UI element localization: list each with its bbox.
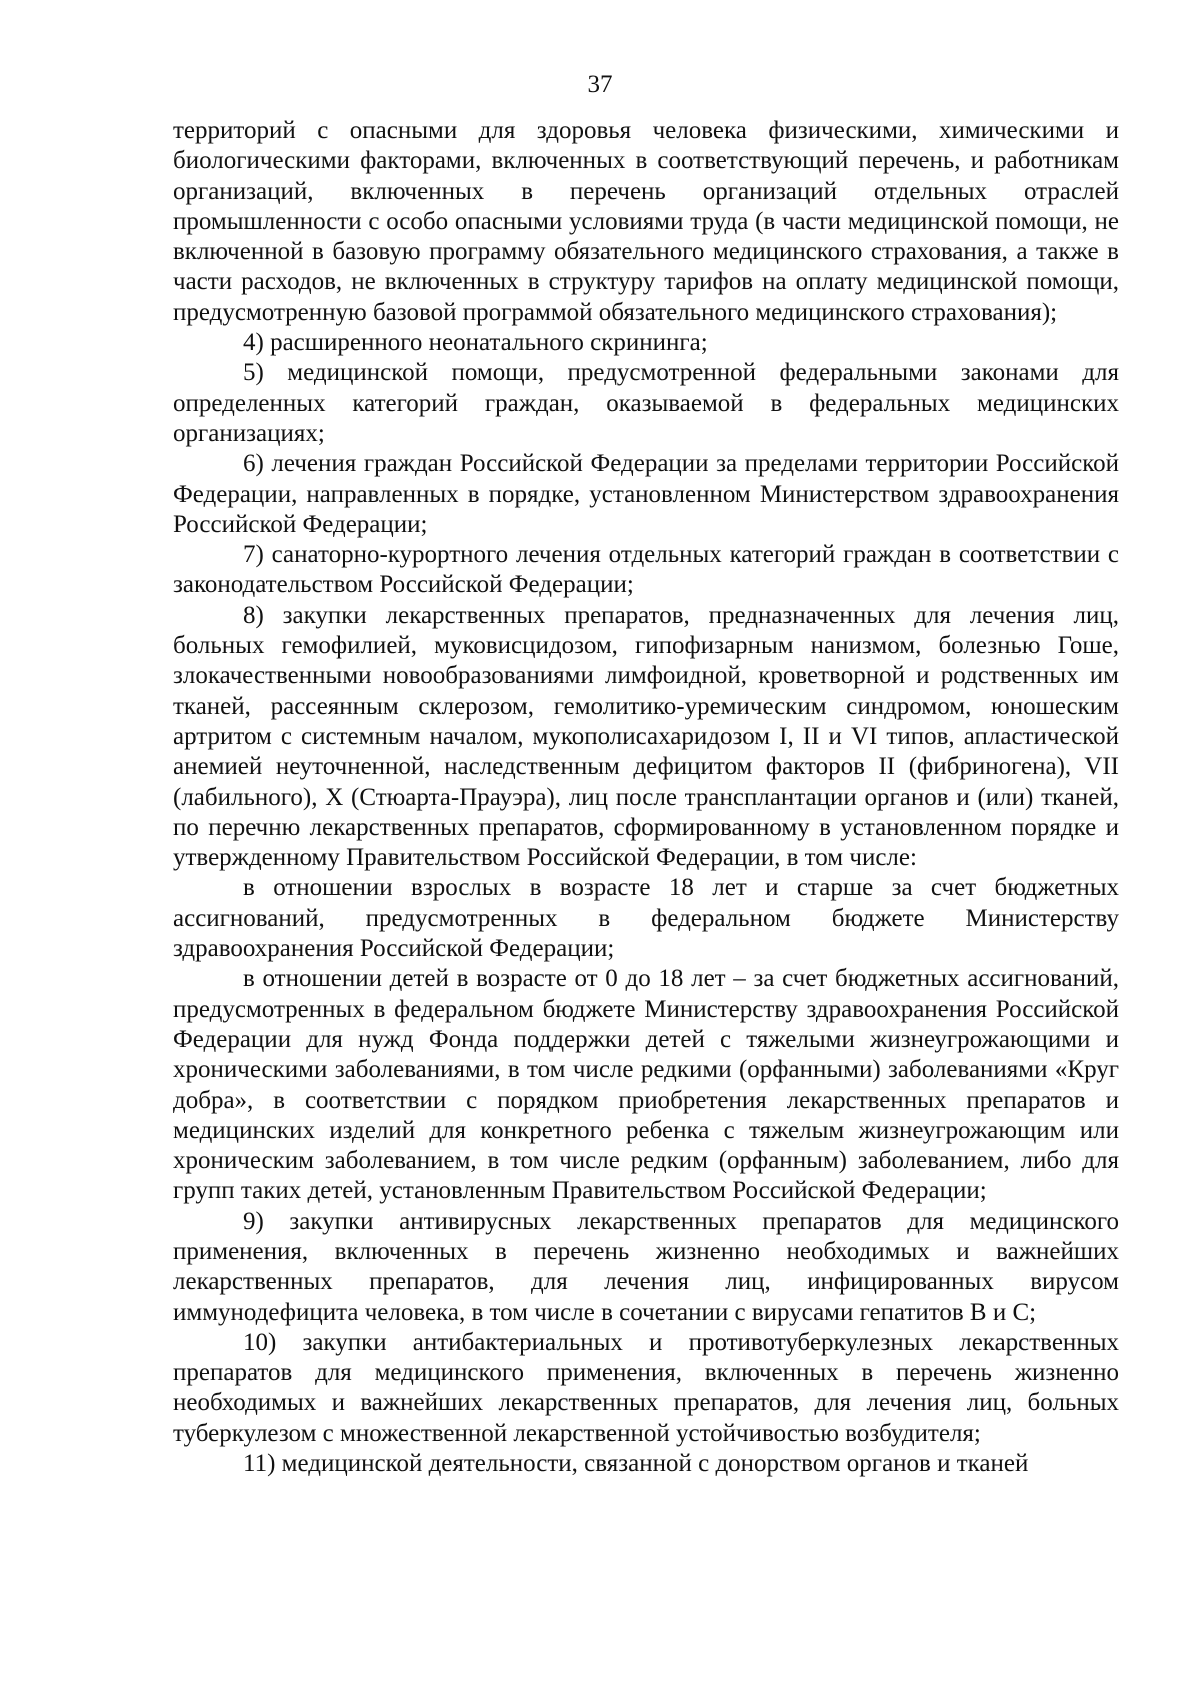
paragraph-item-6: 6) лечения граждан Российской Федерации за пределами территории Российской Федерации, направленных в порядке, установленном Министерством здравоохранения Российской Федерации;	[173, 450, 1119, 538]
paragraph-item-7: 7) санаторно-курортного лечения отдельных категорий граждан в соответствии с законодательством Российской Федерации;	[173, 541, 1119, 599]
paragraph-item-8-adults: в отношении взрослых в возрасте 18 лет и старше за счет бюджетных ассигнований, предусмотренных в федеральном бюджете Министерству здравоохранения Российской Федерации;	[173, 874, 1119, 963]
paragraph-item-11: 11) медицинской деятельности, связанной с донорством органов и тканей	[243, 1450, 1029, 1478]
document-body	[173, 116, 1119, 1479]
paragraph-item-10: 10) закупки антибактериальных и противотуберкулезных лекарственных препаратов для медицинского применения, включенных в перечень жизненно необходимых и важнейших лекарственных препаратов, для лечения лиц, больных туберкулезом с множественной лекарственной устойчивостью возбудителя;	[173, 1328, 1119, 1447]
page-number: 37	[587, 71, 613, 98]
paragraph-item-4: 4) расширенного неонатального скрининга;	[243, 329, 708, 357]
paragraph-item-8-children: в отношении детей в возрасте от 0 до 18 лет – за счет бюджетных ассигнований, предусмотренных в федеральном бюджете Министерству здравоохранения Российской Федерации для нужд Фонда поддержки детей с тяжелыми жизнеугрожающими и хроническими заболеваниями, в том числе редкими (орфанными) заболеваниями «Круг добра», в соответствии с порядком приобретения лекарственных препаратов и медицинских изделий для конкретного ребенка с тяжелым жизнеугрожающим или хроническим заболеванием, в том числе редким (орфанным) заболеванием, либо для групп таких детей, установленным Правительством Российской Федерации;	[173, 965, 1119, 1205]
paragraph-item-8: 8) закупки лекарственных препаратов, предназначенных для лечения лиц, больных гемофилией, муковисцидозом, гипофизарным нанизмом, болезнью Гоше, злокачественными новообразованиями лимфоидной, кроветворной и родственных им тканей, рассеянным склерозом, гемолитико-уремическим синдромом, юношеским артритом с системным началом, мукополисахаридозом I, II и VI типов, апластической анемией неуточненной, наследственным дефицитом факторов II (фибриногена), VII (лабильного), X (Стюарта-Прауэра), лиц после трансплантации органов и (или) тканей, по перечню лекарственных препаратов, сформированному в установленном порядке и утвержденному Правительством Российской Федерации, в том числе:	[173, 601, 1119, 872]
paragraph-continuation: территорий с опасными для здоровья человека физическими, химическими и биологическими факторами, включенных в соответствующий перечень, и работникам организаций, включенных в перечень организаций отдельных отраслей промышленности с особо опасными условиями труда (в части медицинской помощи, не включенной в базовую программу обязательного медицинского страхования, а также в части расходов, не включенных в структуру тарифов на оплату медицинской помощи, предусмотренную базовой программой обязательного медицинского страхования);	[173, 117, 1119, 326]
paragraph-item-9: 9) закупки антивирусных лекарственных препаратов для медицинского применения, включенных в перечень жизненно необходимых и важнейших лекарственных препаратов, для лечения лиц, инфицированных вирусом иммунодефицита человека, в том числе в сочетании с вирусами гепатитов B и C;	[173, 1207, 1119, 1326]
paragraph-item-5: 5) медицинской помощи, предусмотренной федеральными законами для определенных категорий граждан, оказываемой в федеральных медицинских организациях;	[173, 359, 1119, 447]
